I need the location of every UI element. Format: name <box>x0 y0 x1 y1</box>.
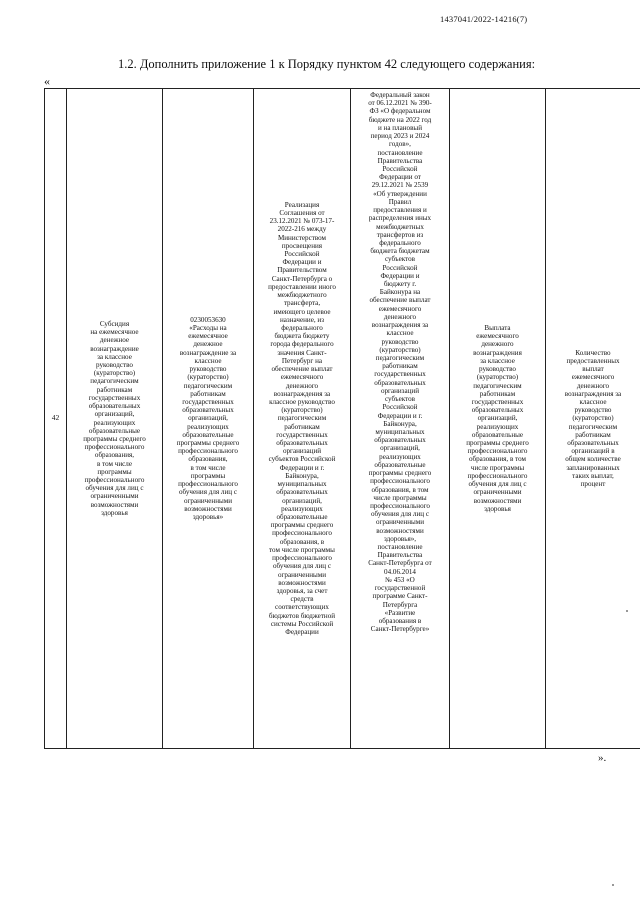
closing-quote-mark: ». <box>598 752 607 764</box>
document-number: 1437041/2022-14216(7) <box>440 14 528 24</box>
subsidy-name-cell: Субсидия на ежемесячное денежное вознаграждение за классное руководство (кураторство) педагогическим работникам государственных образовательных организаций, реализующих образовательные программы среднего профессионального образования, в том числе программы профессионального обучения для лиц с ограниченными возможностями здоровья <box>67 89 163 749</box>
row-number-cell: 42 <box>45 89 67 749</box>
scan-speck <box>626 610 628 612</box>
amendment-heading: 1.2. Дополнить приложение 1 к Порядку пунктом 42 следующего содержания: <box>118 57 536 71</box>
indicator-cell: Количество предоставленных выплат ежемесячного денежного вознаграждения за классное руководство (кураторство) педагогическим работникам образовательных организаций в общем количестве запланированных таких выплат, процент <box>546 89 640 749</box>
budget-code-cell: 0230053630 «Расходы на ежемесячное денежное вознаграждение за классное руководство (кураторство) педагогическим работникам государственных образовательных организаций, реализующих образовательные программы среднего профессионального образования, в том числе программы профессионального обучения для лиц с ограниченными возможностями здоровья» <box>163 89 254 749</box>
appendix-table <box>44 88 640 749</box>
opening-quote-mark: « <box>44 74 50 88</box>
scan-speck <box>612 884 614 886</box>
purpose-cell: Реализация Соглашения от 23.12.2021 № 073-17- 2022-216 между Министерством просвещения Российской Федерации и Правительством Санкт-Петербурга о предоставлении иного межбюджетного трансферта, имеющего целевое назначение, из федерального бюджета бюджету города федерального значения Санкт- Петербург на обеспечение выплат ежемесячного денежного вознаграждения за классное руководство (кураторство) педагогическим работникам государственных образовательных организаций субъектов Российской Федерации и г. Байконура, муниципальных образовательных организаций, реализующих образовательные программы среднего профессионального образования, в том числе программы профессионального обучения для лиц с ограниченными возможностями здоровья, за счет средств соответствующих бюджетов бюджетной системы Российской Федерации <box>254 89 351 749</box>
result-cell: Выплата ежемесячного денежного вознаграждения за классное руководство (кураторство) педагогическим работникам государственных образовательных организаций, реализующих образовательные программы среднего профессионального образования, в том числе программы профессионального обучения для лиц с ограниченными возможностями здоровья <box>450 89 546 749</box>
legal-basis-cell: Федеральный закон от 06.12.2021 № 390- ФЗ «О федеральном бюджете на 2022 год и на плановый период 2023 и 2024 годов», постановление Правительства Российской Федерации от 29.12.2021 № 2539 «Об утверждении Правил предоставления и распределения иных межбюджетных трансфертов из федерального бюджета бюджетам субъектов Российской Федерации и бюджету г. Байконура на обеспечение выплат ежемесячного денежного вознаграждения за классное руководство (кураторство) педагогическим работникам государственных образовательных организаций субъектов Российской Федерации и г. Байконура, муниципальных образовательных организаций, реализующих образовательные программы среднего профессионального образования, в том числе программы профессионального обучения для лиц с ограниченными возможностями здоровья», постановление Правительства Санкт-Петербурга от 04.06.2014 № 453 «О государственной программе Санкт- Петербурга «Развитие образования в Санкт-Петербурге» <box>351 89 450 749</box>
